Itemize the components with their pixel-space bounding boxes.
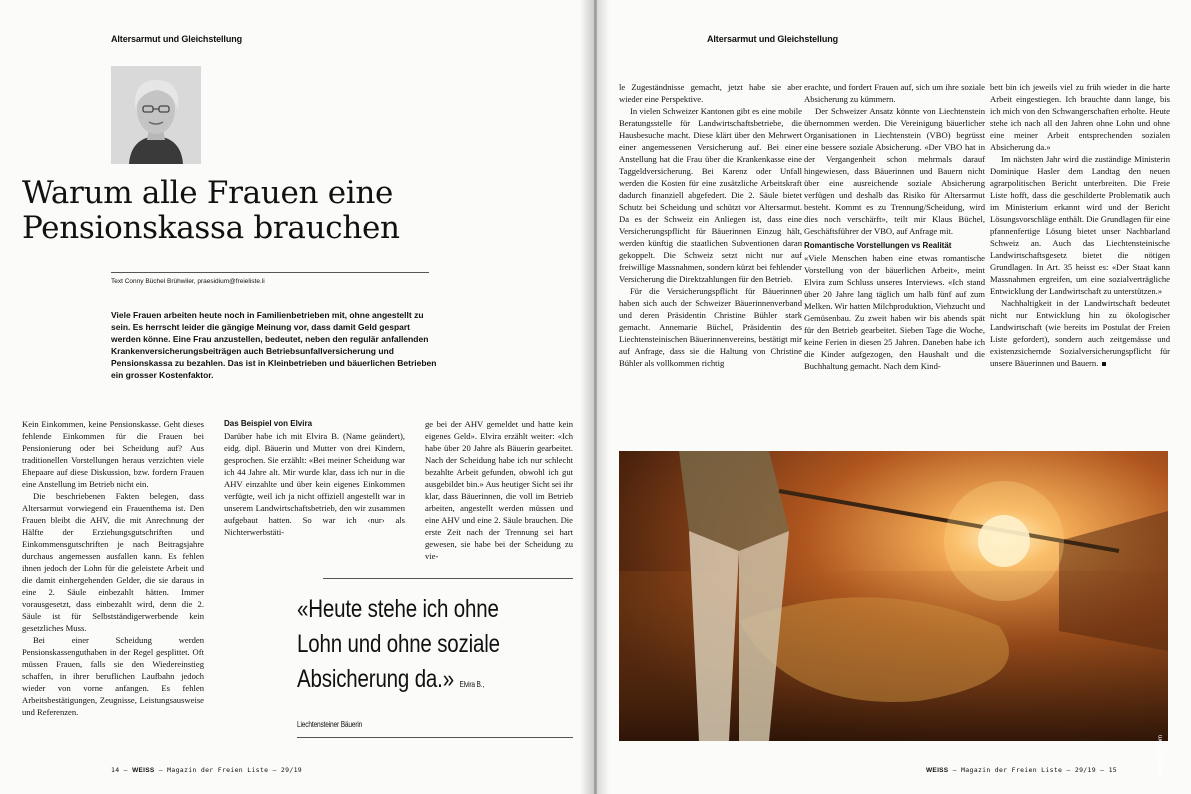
section-label: Altersarmut und Gleichstellung — [111, 34, 243, 44]
body-column-5 — [804, 81, 985, 372]
quote-line-1: «Heute stehe ich ohne — [297, 595, 499, 623]
magazine-issue: Magazin der Freien Liste – 29/19 – — [961, 766, 1105, 774]
magazine-brand: WEISS — [132, 767, 155, 774]
headline-line-1: Warum alle Frauen eine — [22, 175, 394, 211]
paragraph: le Zugeständnisse gemacht, jetzt habe sie aber wieder eine Perspektive. — [619, 82, 802, 104]
paragraph: Im nächsten Jahr wird die zuständige Ministerin Dominique Hasler dem Landtag den neuen agrarpolitischen Bericht unterbreiten. Die Freie Liste hofft, dass die geschilderte Problematik auch im Ministerium erkannt wird und der Bericht Lösungsvorschläge enthält. Die Grundlagen für eine pfannenfertige Lösung bietet unser Nachbarland Schweiz an. Auch das Liechtensteinische Landwirtschaftsgesetz bietet die nötigen Grundlagen. In Art. 35 heisst es: «Der Staat kann Massnahmen ergreifen, um eine sozialverträgliche Entwicklung der Landwirtschaft zu unterstützen.» — [990, 154, 1170, 296]
quote-line-3: Absicherung da.» — [297, 665, 454, 693]
body-column-6 — [990, 81, 1170, 369]
folio-right: WEISS – Magazin der Freien Liste – 29/19 – 15 — [926, 766, 1118, 774]
headline — [22, 176, 442, 246]
photo-credit: www.123rf.com — [1158, 735, 1164, 777]
section-label: Altersarmut und Gleichstellung — [707, 34, 839, 44]
magazine-issue: Magazin der Freien Liste – 29/19 — [167, 766, 302, 774]
paragraph: «Viele Menschen haben eine etwas romantische Vorstellung von der bäuerlichen Arbeit», meint Elvira zum Schluss unseres Interviews. «Ich stand über 20 Jahre lang täglich um halb fünf auf zum Melken. Wir hatten Milchproduktion, Viehzucht und Gemüsenbau. Zu zweit haben wir bis abends spät für den Betrieb gearbeitet. Sieben Tage die Woche, keine Ferien in diesen 25 Jahren. Daneben habe ich die Kinder aufgezogen, den Haushalt und die Buchhaltung gemacht. Nach dem Kind- — [804, 253, 985, 371]
pull-quote — [297, 592, 527, 742]
right-page — [597, 0, 1191, 794]
quote-rule-top — [323, 578, 573, 579]
subhead: Das Beispiel von Elvira — [224, 419, 313, 428]
page-number: 15 — [1108, 766, 1118, 774]
headline-rule — [111, 272, 429, 273]
headline-line-2: Pensionskassa brauchen — [22, 210, 400, 246]
quote-line-2: Lohn und ohne soziale — [297, 630, 500, 658]
paragraph: Kein Einkommen, keine Pensionskasse. Geht dieses fehlende Einkommen für die Frauen bei Pensionierung oder bei Scheidung auf? Aus traditionellen Vorstellungen heraus verzichten viele Ehepaare auf diese Diskussion, bzw. fordern Frauen eine Anstellung im Betrieb nicht ein. — [22, 419, 204, 489]
left-page — [0, 0, 594, 794]
lead-paragraph: Viele Frauen arbeiten heute noch in Familienbetrieben mit, ohne angestellt zu sein. Es herrscht leider die gängige Meinung vor, dass damit Geld gespart werden könne. Eine Frau anzustellen, bedeutet, neben den regulär anfallenden Krankenversicherungsbeiträgen auch Betriebsunfallversicherung und Pensionskassa zu bezahlen. Das ist in Kleinbetrieben und bäuerlichen Betrieben ein grosser Kostenfaktor. — [111, 310, 437, 380]
body-column-1 — [22, 418, 204, 718]
body-column-2 — [224, 418, 405, 538]
author-credit: Text Conny Büchel Brühwiler, praesidium@freieliste.li — [111, 278, 265, 285]
quote-rule-bottom — [297, 737, 573, 738]
subhead: Romantische Vorstellungen vs Realität — [804, 241, 952, 250]
paragraph: Die beschriebenen Fakten belegen, dass Altersarmut vorwiegend ein Frauenthema ist. Den Frauen bleibt die AHV, die mit Anrechnung der Hälfte der Erziehungsgutschriften und Einkommensgutschriften je nach Beitragsjahre durchaus angemessen ausfallen kann. Es fehlen ihnen jedoch der Lohn für die geleistete Arbeit und die damit einhergehenden Gelder, die sie daraus in eine 2. Säule einbezahlt hätten. Immer vorausgesetzt, dass einbezahlt wird, denn die 2. Säule ist für Selbstständigerwerbende kein gesetzliches Muss. — [22, 491, 204, 633]
paragraph: ge bei der AHV gemeldet und hatte kein eigenes Geld». Elvira erzählt weiter: «Ich habe über 20 Jahre als Bäuerin gearbeitet. Nach der Scheidung habe ich nur schlecht bezahlte Arbeit gefunden, obwohl ich gut ausgebildet bin.» Aus heutiger Sicht sei ihr klar, dass Bäuerinnen, die voll im Betrieb arbeiten, angestellt werden müssen und eine AHV und eine 2. Säule brauchen. Die erste Zeit nach der Trennung sei hart gewesen, sie habe bei der Scheidung zu vie- — [425, 419, 573, 561]
portrait-image — [111, 66, 201, 164]
closing-text: Nachhaltigkeit in der Landwirtschaft bedeutet nicht nur Entwicklung hin zu ökologischer Landwirtschaft (wie bereits im Postulat der Freien Liste gefordert), sondern auch zeitgemässe und existenzsichernde Sozialversicherungspflicht für unsere Bäuerinnen und Bauern. — [990, 298, 1170, 368]
folio-left: 14 – WEISS – Magazin der Freien Liste – 29/19 — [111, 766, 302, 774]
paragraph — [990, 297, 1170, 369]
paragraph: Der Schweizer Ansatz könnte von Liechtenstein übernommen werden. Die Vereinigung bäuerlicher Organisationen in Liechtenstein (VBO) begrüsst eine bessere soziale Absicherung. «Der VBO hat in der Vergangenheit schon mehrmals darauf hingewiesen, dass Bäuerinnen und Bauern nicht über eine ausreichende soziale Absicherung verfügen und deshalb das Risiko für Altersarmut besteht. Kommt es zu Trennung/Scheidung, wird dies noch verschärft», teilt mir Klaus Büchel, Geschäftsführer der VBO, auf Anfrage mit. — [804, 106, 985, 236]
body-column-3 — [425, 418, 573, 562]
paragraph: bett bin ich jeweils viel zu früh wieder in die harte Arbeit eingestiegen. Ich brauchte dann lange, bis ich mich von den Schwangerschaften erholte. Heute stehe ich nach all den Jahren ohne Lohn und ohne eine meiner Arbeit entsprechenden sozialen Absicherung da.» — [990, 82, 1170, 152]
paragraph: Bei einer Scheidung werden Pensionskassenguthaben in der Regel gesplittet. Oft müssen Frauen, falls sie den Wiedereinstieg schaffen, in ihrer beruflichen Laufbahn jedoch wieder von vorne anfangen. Es fehlen Arbeitsbestätigungen, Zeugnisse, Leistungsausweise und Referenzen. — [22, 635, 204, 717]
end-mark-icon — [1102, 362, 1106, 366]
page-number: 14 — [111, 766, 120, 774]
magazine-brand: WEISS — [926, 767, 949, 774]
photo-image — [619, 451, 1168, 741]
body-column-4 — [619, 81, 802, 369]
quote-attribution: Elvira B., Liechtensteiner Bäuerin — [297, 680, 485, 729]
paragraph: erachte, und fordert Frauen auf, sich um ihre soziale Absicherung zu kümmern. — [804, 82, 985, 104]
paragraph: In vielen Schweizer Kantonen gibt es eine mobile Beratungsstelle für Landwirtschaftsbetriebe, die Hausbesuche macht. Diese klärt über den Mehrwert einer angemessenen Versicherung auf. Bei einer Anstellung hat die Frau über die Krankenkasse eine Taggeldversicherung. Bei Karenz oder Unfall werden die Kosten für eine zusätzliche Arbeitskraft dadurch finanziell abgefedert. Die 2. Säule bietet Schutz bei Scheidung und schützt vor Altersarmut. Da es der Schweiz ein Anliegen ist, dass eine Versicherungspflicht für Bäuerinnen Einzug hält, werden künftig die staatlichen Subventionen daran gekoppelt. Die Schweiz setzt nicht nur auf freiwillige Massnahmen, sondern kürzt bei fehlender Versicherung die Direktzahlungen für den Betrieb. — [619, 106, 802, 284]
paragraph: Für die Versicherungspflicht für Bäuerinnen haben sich auch der Schweizer Bäuerinnenverband und deren Präsidentin Christine Bühler stark gemacht. Annemarie Büchel, Präsidentin des Liechtensteinischen Bäuerinnenvereins, bestätigt mir auf Anfrage, dass sie die Haltung von Christine Bühler als vollkommen richtig — [619, 286, 802, 368]
paragraph: Darüber habe ich mit Elvira B. (Name geändert), eidg. dipl. Bäuerin und Mutter von drei Kindern, gesprochen. Sie erzählt: «Bei meiner Scheidung war ich 44 Jahre alt. Mir wurde klar, dass ich nur in die AHV einzahlte und über kein eigenes Einkommen verfügte, weil ich ja nicht offiziell angestellt war in unserem Landwirtschaftsbetrieb, den wir zusammen aufgebaut hatten. So war ich ‹nur› als Nichterwerbstäti- — [224, 431, 405, 537]
author-portrait — [111, 66, 201, 164]
